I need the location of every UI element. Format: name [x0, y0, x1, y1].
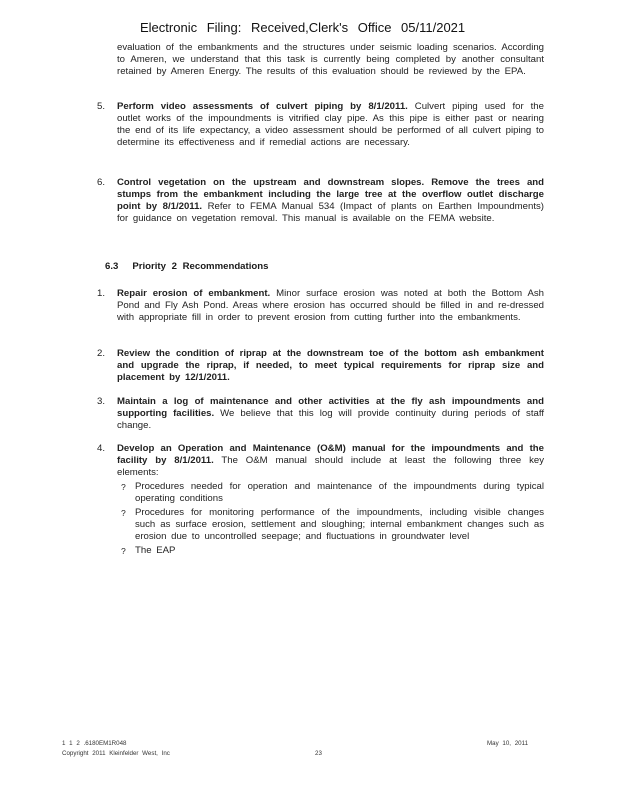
item-body: Culvert piping used for the outlet works of the impoundments is vitrified clay pipe. As this pipe is either past or nearing the end of its life expectancy, a video assessment should be performed of all culvert piping to determine its effectiveness and if remedial actions are necessary.	[117, 101, 544, 148]
item-number: 3.	[97, 396, 106, 407]
section-heading	[105, 261, 268, 272]
item-body: Refer to FEMA Manual 534 (Impact of plants on Earthen Impoundments) for guidance on vegetation removal. This manual is available on the FEMA website.	[117, 201, 544, 224]
item-number: 5.	[97, 101, 106, 112]
item-number: 1.	[97, 288, 106, 299]
list-item: ? The EAP	[121, 545, 176, 556]
footer-date: May 10, 2011	[487, 740, 529, 747]
item-heading: Perform video assessments of culvert piping by 8/1/2011.	[117, 101, 408, 112]
item-text	[117, 101, 544, 149]
bullet-glyph: ?	[121, 482, 126, 492]
item-heading: Review the condition of riprap at the downstream toe of the bottom ash embankment and upgrade the riprap, if needed, to meet typical requirements for riprap size and placement by 12/1/2011.	[117, 348, 544, 383]
key-elements-list	[117, 481, 544, 557]
item-text	[117, 177, 544, 225]
list-item: ? Procedures for monitoring performance of the impoundments, including visible changes such as surface erosion, settlement and sloughing; internal embankment changes such as erosion due to uncontrolled seepage; and fluctuations in groundwater level	[121, 507, 544, 542]
item-number: 6.	[97, 177, 106, 188]
item-number: 2.	[97, 348, 106, 359]
item-text	[117, 443, 544, 557]
footer-copyright: Copyright 2011 Kleinfelder West, Inc	[62, 750, 170, 757]
filing-header: Electronic Filing: Received,Clerk's Office 05/11/2021	[140, 20, 466, 35]
recommendation-item-p2-2	[97, 348, 544, 384]
item-text	[117, 396, 544, 432]
footer-page-number: 23	[315, 750, 322, 757]
item-heading: Control vegetation on the upstream and downstream slopes. Remove the trees and stumps from the embankment including the large tree at the overflow outlet discharge point by 8/1/2011.	[117, 177, 544, 212]
continuation-paragraph: evaluation of the embankments and the structures under seismic loading scenarios. According to Ameren, we understand that this task is currently being completed by another consultant retained by Ameren Energy. The results of this evaluation should be reviewed by the EPA.	[117, 42, 544, 77]
item-body: The O&M manual should include at least the following three key elements:	[117, 455, 544, 478]
recommendation-item-6	[97, 177, 544, 225]
bullet-glyph: ?	[121, 508, 126, 518]
bullet-glyph: ?	[121, 546, 126, 556]
recommendation-item-p2-1	[97, 288, 544, 324]
item-text	[117, 348, 544, 384]
recommendation-item-p2-4	[97, 443, 544, 559]
section-title: Priority 2 Recommendations	[132, 261, 269, 272]
item-text	[117, 288, 544, 324]
item-body: Minor surface erosion was noted at both the Bottom Ash Pond and Fly Ash Pond. Areas where erosion has occurred should be filled in and re-dressed with appropriate fill in order to prevent erosion from cutting further into the embankments.	[117, 288, 545, 323]
list-item: ? Procedures needed for operation and maintenance of the impoundments during typical operating conditions	[121, 481, 544, 504]
item-heading: Maintain a log of maintenance and other activities at the fly ash impoundments and supporting facilities.	[117, 396, 544, 419]
item-heading: Develop an Operation and Maintenance (O&M) manual for the impoundments and the facility by 8/1/2011.	[117, 443, 544, 466]
section-number: 6.3	[105, 261, 119, 272]
recommendation-item-5	[97, 101, 544, 149]
item-number: 4.	[97, 443, 106, 454]
item-body: We believe that this log will provide continuity during periods of staff change.	[117, 408, 544, 431]
footer-doc-id: 1 1 2 .6180EM1R048	[62, 740, 127, 747]
recommendation-item-p2-3	[97, 396, 544, 432]
item-heading: Repair erosion of embankment.	[117, 288, 271, 299]
